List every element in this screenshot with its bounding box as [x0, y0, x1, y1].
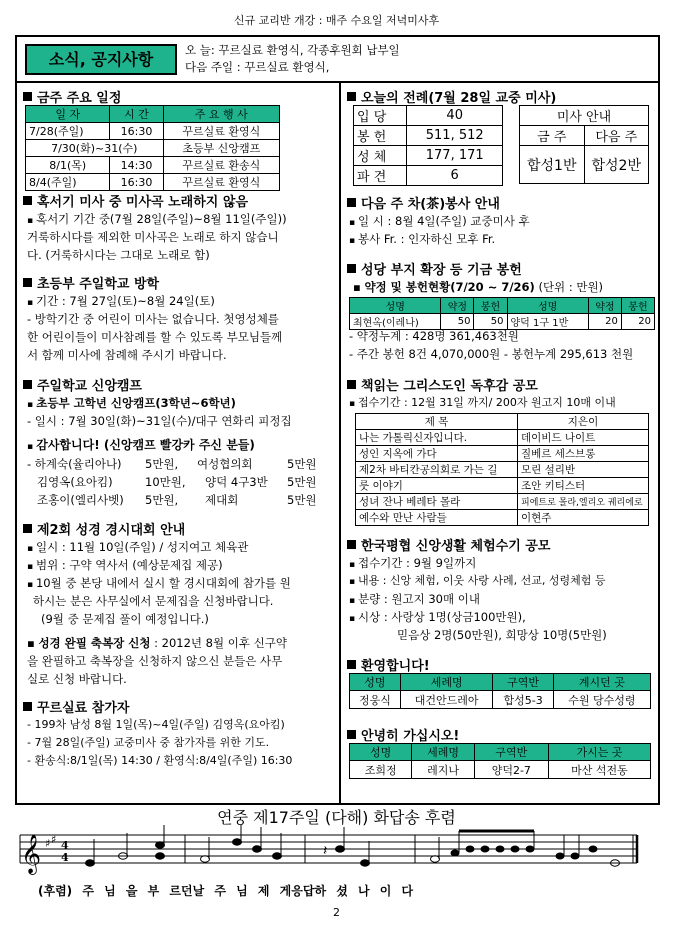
cell: 16:30: [110, 174, 163, 191]
cell: 수원 당수성령: [553, 691, 650, 709]
text-line: 한 어린이들이 미사참례를 할 수 있도록 부모님들께: [27, 330, 283, 344]
text-span: : 2012년 8월 이후 신구약: [150, 636, 287, 650]
text-line: ▪ 10월 중 본당 내에서 실시 할 경시대회에 참가를 원: [27, 574, 291, 594]
cell: 파 견: [354, 166, 407, 186]
cell: 7/28(주일): [26, 123, 110, 140]
section-tea-service: [347, 193, 500, 212]
cell: 조안 키티스터: [518, 478, 649, 494]
table-row: [356, 430, 649, 446]
svg-text:4: 4: [61, 839, 69, 852]
section-title: 안녕히 가십시오!: [361, 729, 460, 744]
hymn-title: 연중 제17주일 (다해) 화답송 후렴: [217, 808, 456, 827]
text-line: 믿음상 2명(50만원), 희망상 10명(5만원): [397, 628, 607, 642]
cell: 데이비드 나이트: [518, 430, 649, 446]
svg-text:♯: ♯: [51, 833, 57, 846]
section-title: 제2회 성경 경시대회 안내: [37, 523, 186, 538]
bullet-square-icon: [23, 380, 32, 389]
thanks-amount: 5만원: [287, 475, 317, 489]
farewell-table: [349, 743, 651, 779]
thanks-title: ▪ 감사합니다! (신앙캠프 빨강카 주신 분들): [27, 436, 255, 456]
col-header: 구역반: [493, 674, 553, 691]
table-row: [356, 510, 649, 526]
thanks-amount: 5만원,: [145, 457, 179, 471]
fund-subline: ▪ 약정 및 봉헌현황(7/20 ~ 7/26) (단위 : 만원): [353, 280, 604, 294]
thanks-name: - 하계숙(율리아나): [27, 457, 122, 471]
col-header: 가시는 곳: [548, 744, 650, 761]
text-line: - 199차 남성 8월 1일(목)~4일(주일) 김영옥(요아킴): [27, 718, 285, 731]
liturgy-table: [353, 105, 503, 186]
bullet-square-icon: [347, 540, 356, 549]
section-title: 주일학교 신앙캠프: [37, 379, 142, 394]
notice-label: 소식, 공지사항: [25, 44, 177, 75]
cell: 20: [621, 314, 654, 330]
thanks-amount: 10만원,: [145, 475, 186, 489]
table-row: [26, 140, 280, 157]
cell: 질베르 세스브롱: [518, 446, 649, 462]
section-summer-mass: [23, 191, 248, 210]
thanks-amount: 5만원: [287, 493, 317, 507]
text-line: ▪ 봉사 Fr. : 인자하신 모후 Fr.: [349, 230, 495, 250]
table-row: [356, 446, 649, 462]
cell: 177, 171: [407, 146, 503, 166]
section-school-vacation: [23, 273, 159, 292]
section-title: 금주 주요 일정: [37, 91, 122, 106]
bullet-square-icon: [23, 278, 32, 287]
text-line: 실로 신청 바랍니다.: [27, 672, 127, 686]
table-row: [26, 174, 280, 191]
bullet-square-icon: [347, 660, 356, 669]
cell: 성녀 잔나 베레타 몰라: [356, 494, 518, 510]
text-line: - 방학기간 중 어린이 미사는 없습니다. 첫영성체를: [27, 312, 279, 326]
section-cursillo: [23, 697, 129, 716]
bullet-square-icon: [347, 730, 356, 739]
bullet-square-icon: [23, 702, 32, 711]
cell: 대건안드레아: [400, 691, 493, 709]
cell: 제2차 바티칸공의회로 가는 길: [356, 462, 518, 478]
schedule-table: [25, 105, 280, 191]
section-farewell: [347, 725, 459, 744]
text-line: - 약정누계 : 428명 361,463천원: [349, 329, 519, 343]
fund-table: [349, 297, 655, 330]
section-fund: [347, 259, 522, 278]
thanks-name: 김영옥(요아킴): [37, 475, 113, 489]
welcome-table: [349, 673, 651, 709]
bulletin-frame: [15, 35, 660, 805]
cell: 14:30: [110, 157, 163, 174]
col-header: 성명: [350, 744, 412, 761]
bullet-square-icon: [347, 198, 356, 207]
col-header: 세례명: [400, 674, 493, 691]
text-line: ▪ 혹서기 기간 중(7월 28일(주일)~8월 11일(주일)): [27, 210, 287, 230]
thanks-row: [37, 473, 317, 491]
thanks-row: [37, 491, 317, 509]
table-row: [26, 157, 280, 174]
cell: 모린 설리반: [518, 462, 649, 478]
section-title: 환영합니다!: [361, 659, 430, 674]
col-header: 봉헌: [474, 298, 507, 314]
text-line: ▪ 내용 : 신앙 체험, 이웃 사랑 사례, 선교, 성령체험 등: [349, 572, 606, 591]
table-row: [350, 691, 651, 709]
cell: 나는 가톨릭신자입니다.: [356, 430, 518, 446]
col-header: 성명: [350, 674, 401, 691]
unit-label: (단위 : 만원): [538, 280, 604, 294]
section-title: 초등부 주일학교 방학: [37, 277, 160, 292]
svg-text:𝄽: 𝄽: [323, 843, 328, 859]
section-faith-essay: [347, 535, 550, 554]
col-header: 계시던 곳: [553, 674, 650, 691]
thanks-name: 조홍이(엘리사벳): [37, 493, 124, 507]
music-staff: [15, 825, 655, 880]
cell: 40: [407, 106, 503, 126]
thanks-name: 양덕 4구3반: [205, 475, 268, 489]
section-reading: [347, 375, 538, 394]
guide-value: 합성2반: [584, 146, 649, 184]
table-row: [356, 494, 649, 510]
svg-text:𝄞: 𝄞: [21, 834, 42, 874]
cell: 꾸르실료 환송식: [163, 157, 279, 174]
cell: 꾸르실료 환영식: [163, 174, 279, 191]
col-header: 제 목: [356, 414, 518, 430]
col-header: 시 간: [110, 106, 163, 123]
guide-value: 합성1반: [520, 146, 585, 184]
text-line: ▪ 분량 : 원고지 30매 이내: [349, 590, 480, 610]
col-header: 구역반: [474, 744, 548, 761]
table-row: [354, 146, 503, 166]
text-line: 거룩하시다를 제외한 미사곡은 노래로 하지 않습니: [27, 230, 279, 244]
cell: 꾸르실료 환영식: [163, 123, 279, 140]
col-header: 세례명: [412, 744, 474, 761]
bullet-square-icon: [347, 92, 356, 101]
cell: 7/30(화)~31(수): [26, 140, 164, 157]
section-title: 책읽는 그리스도인 독후감 공모: [361, 379, 538, 394]
section-title: 오늘의 전례(7월 28일 교중 미사): [361, 91, 557, 106]
bullet-square-icon: [23, 524, 32, 533]
text-line: - 일시 : 7월 30일(화)~31일(수)/대구 연화리 피정집: [27, 414, 292, 428]
cell: 50: [474, 314, 507, 330]
notice-line-next: 다음 주일 : 꾸르실료 환영식,: [185, 60, 330, 74]
text-line: ▪ 접수기간 : 9월 9일까지: [349, 554, 476, 574]
col-header: 주 요 행 사: [163, 106, 279, 123]
cell: 마산 석전동: [548, 761, 650, 779]
text-line: ▪ 초등부 고학년 신앙캠프(3학년~6학년): [27, 394, 236, 414]
svg-text:♯: ♯: [45, 837, 51, 850]
cell: 예수와 만난 사람들: [356, 510, 518, 526]
cell: 양덕2-7: [474, 761, 548, 779]
section-title: 한국평협 신앙생활 체험수기 공모: [361, 539, 551, 554]
notice-bar: [17, 37, 660, 83]
text-line: 서 함께 미사에 참례해 주시기 바랍니다.: [27, 348, 227, 362]
section-welcome: [347, 655, 430, 674]
sub-heading: 성경 완필 축복장 신청: [38, 636, 151, 650]
section-title: 성당 부지 확장 등 기금 봉헌: [361, 263, 522, 278]
cell: 봉 헌: [354, 126, 407, 146]
cell: 레지나: [412, 761, 474, 779]
table-row: [354, 106, 503, 126]
col-header: 약정: [588, 298, 621, 314]
text-line: - 주간 봉헌 8건 4,070,000원 - 봉헌누계 295,613 천원: [349, 347, 634, 361]
thanks-amount: 5만원,: [145, 493, 179, 507]
bullet-square-icon: [347, 380, 356, 389]
section-faith-camp: [23, 375, 142, 394]
cell: 성인 지옥에 가다: [356, 446, 518, 462]
text-line: ▪ 기간 : 7월 27일(토)~8월 24일(토): [27, 292, 215, 312]
notice-line-today: 오 늘: 꾸르실료 환영식, 각종후원회 납부일: [185, 43, 400, 57]
section-week-schedule: [23, 87, 121, 106]
bullet-square-icon: [23, 92, 32, 101]
col-header: 지은이: [518, 414, 649, 430]
thanks-name: 제대회: [205, 493, 239, 507]
page-number: 2: [333, 906, 340, 919]
cell: 성 체: [354, 146, 407, 166]
col-header: 성명: [350, 298, 441, 314]
section-bible-contest: [23, 519, 185, 538]
guide-head: 다음 주: [584, 126, 649, 146]
cell: 초등부 신앙캠프: [163, 140, 279, 157]
text-line: ▪ 범위 : 구약 역사서 (예상문제집 제공): [27, 556, 223, 576]
col-header: 봉헌: [621, 298, 654, 314]
cell: 16:30: [110, 123, 163, 140]
table-row: [354, 126, 503, 146]
svg-text:4: 4: [61, 851, 69, 864]
notice-lines: [185, 42, 400, 76]
col-header: 성명: [507, 298, 588, 314]
col-header: 일 자: [26, 106, 110, 123]
bullet-square-icon: [347, 264, 356, 273]
cell: 양덕 1구 1반: [507, 314, 588, 330]
guide-head: 금 주: [520, 126, 585, 146]
text-line: ▪ 성경 완필 축복장 신청 : 2012년 8월 이후 신구약: [27, 636, 287, 650]
bullet-square-icon: [23, 196, 32, 205]
col-header: 약정: [441, 298, 474, 314]
cell: 이현주: [518, 510, 649, 526]
section-title: 꾸르실료 참가자: [37, 701, 130, 716]
table-row: [26, 123, 280, 140]
mass-guide-table: [519, 105, 649, 184]
text-line: ▪ 일 시 : 8월 4일(주일) 교중미사 후: [349, 212, 530, 232]
text-line: (9월 중 문제집 풀이 예정입니다.): [41, 612, 209, 626]
cell: 조희정: [350, 761, 412, 779]
table-row: [354, 166, 503, 186]
text-line: - 환송식:8/1일(목) 14:30 / 환영식:8/4일(주일) 16:30: [27, 754, 293, 767]
thanks-amount: 5만원: [287, 457, 317, 471]
cell: 8/4(주일): [26, 174, 110, 191]
section-title: 혹서기 미사 중 미사곡 노래하지 않음: [37, 195, 248, 210]
thanks-row: [27, 455, 317, 473]
cell: 511, 512: [407, 126, 503, 146]
cell: 50: [441, 314, 474, 330]
cell: 정웅식: [350, 691, 401, 709]
cell: 룻 이야기: [356, 478, 518, 494]
text-line: ▪ 시상 : 사랑상 1명(상금100만원),: [349, 608, 526, 628]
table-row: [356, 478, 649, 494]
text-line: - 7월 28일(주일) 교중미사 중 참가자를 위한 기도.: [27, 736, 270, 749]
top-announcement: 신규 교리반 개강 : 매주 수요일 저녁미사후: [233, 14, 440, 27]
cell: 8/1(목): [26, 157, 110, 174]
column-divider: [339, 83, 341, 805]
sub-heading: 약정 및 봉헌현황(7/20 ~ 7/26): [364, 280, 535, 294]
cell: 피에트로 몰라,엘리오 궤리에로: [518, 494, 649, 510]
reading-table: [355, 413, 649, 526]
cell: 입 당: [354, 106, 407, 126]
text-line: 다. (거룩하시다는 그대로 노래로 함): [27, 248, 210, 262]
cell: 최현옥(이레나): [350, 314, 441, 330]
cell: 합성5-3: [493, 691, 553, 709]
hymn-lyrics: (후렴) 주 님 을 부 르던날 주 님 제 게응답하 셨 나 이 다: [38, 884, 414, 898]
table-row: [356, 462, 649, 478]
table-row: [350, 761, 651, 779]
section-title: 다음 주 차(茶)봉사 안내: [361, 197, 500, 212]
text-line: 하시는 분은 사무실에서 문제집을 신청바랍니다.: [33, 594, 274, 608]
thanks-name: 여성협의회: [197, 457, 253, 471]
cell: 20: [588, 314, 621, 330]
text-line: ▪ 접수기간 : 12월 31일 까지/ 200자 원고지 10매 이내: [349, 394, 616, 413]
cell: 6: [407, 166, 503, 186]
text-line: ▪ 일시 : 11월 10일(주일) / 성지여고 체육관: [27, 538, 248, 558]
section-today-mass: [347, 87, 556, 106]
text-line: 을 완필하고 축복장을 신청하지 않으신 분들은 사무: [27, 654, 283, 668]
guide-title: 미사 안내: [520, 106, 649, 126]
